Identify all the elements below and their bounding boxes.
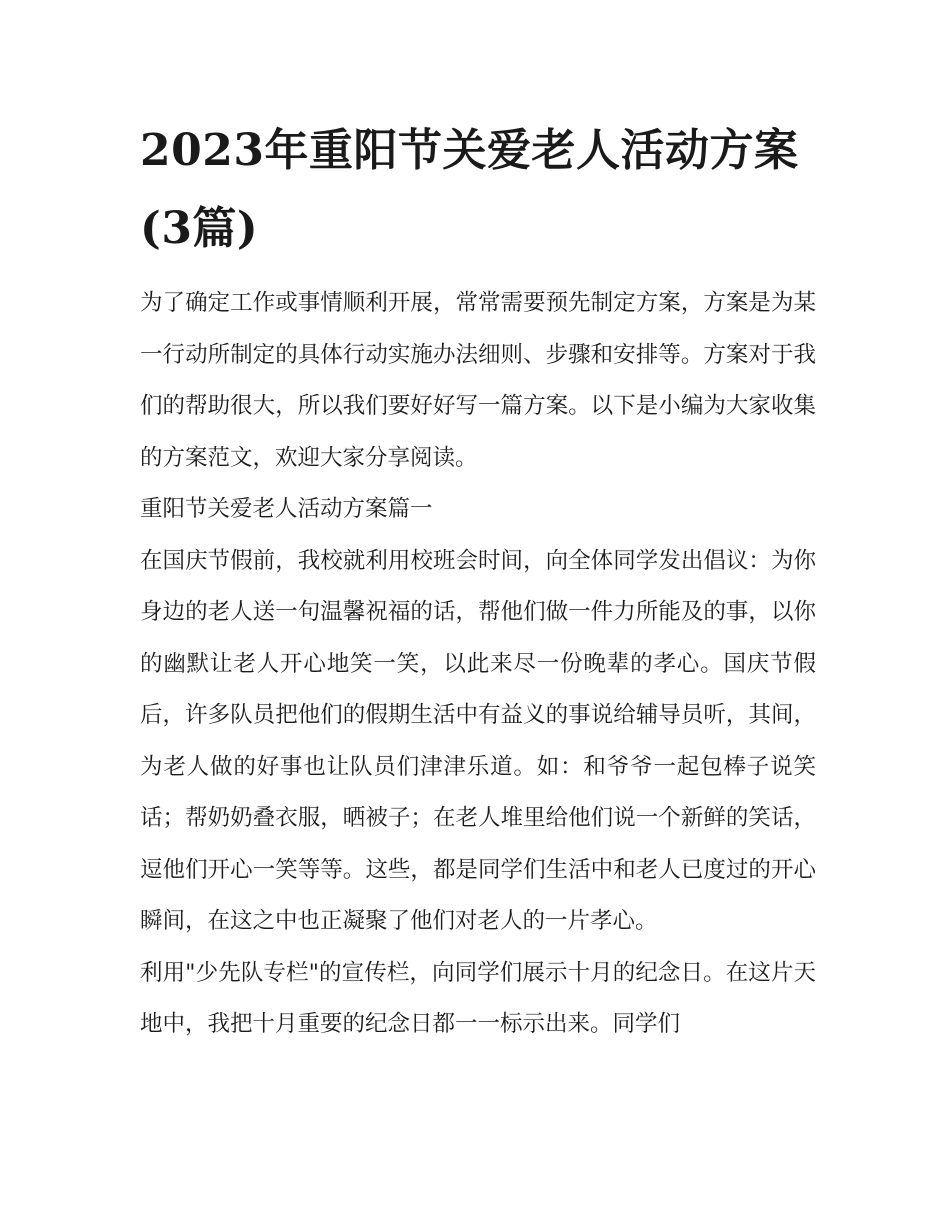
body-paragraph-1: 在国庆节假前，我校就利用校班会时间，向全体同学发出倡议：为你身边的老人送一句温馨祝福的话，帮他们做一件力所能及的事，以你的幽默让老人开心地笑一笑，以此来尽一份晚辈的孝心。国庆节假后，许多队员把他们的假期生活中有益义的事说给辅导员听，其间，为老人做的好事也让队员们津津乐道。如：和爷爷一起包棒子说笑话；帮奶奶叠衣服，晒被子；在老人堆里给他们说一个新鲜的笑话，逗他们开心一笑等等。这些，都是同学们生活中和老人已度过的开心瞬间，在这之中也正凝聚了他们对老人的一片孝心。 — [140, 547, 816, 934]
document-body — [140, 278, 816, 1051]
intro-paragraph: 为了确定工作或事情顺利开展，常常需要预先制定方案，方案是为某一行动所制定的具体行动实施办法细则、步骤和安排等。方案对于我们的帮助很大，所以我们要好好写一篇方案。以下是小编为大家收集的方案范文，欢迎大家分享阅读。 — [140, 290, 816, 471]
section-heading: 重阳节关爱老人活动方案篇一 — [140, 496, 433, 522]
document-title: 2023年重阳节关爱老人活动方案(3篇) — [140, 125, 799, 254]
body-paragraph-2: 利用"少先队专栏"的宣传栏，向同学们展示十月的纪念日。在这片天地中，我把十月重要的纪念日都一一标示出来。同学们 — [140, 959, 816, 1037]
